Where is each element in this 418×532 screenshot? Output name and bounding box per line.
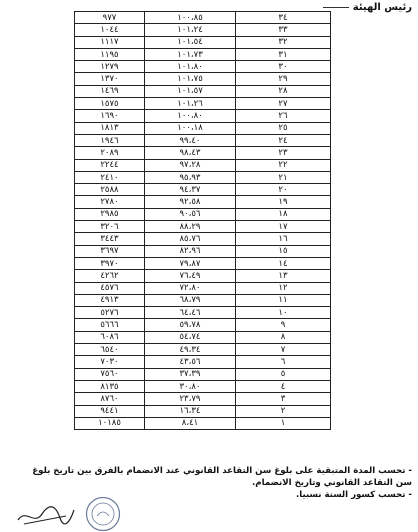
table-row — [75, 282, 331, 294]
cell-months: ٤٥٧٦ — [75, 282, 145, 294]
cell-years: ٢٣ — [236, 147, 331, 159]
cell-factor: ٦٨،٧٩ — [145, 294, 236, 306]
cell-years: ٢٢ — [236, 159, 331, 171]
cell-months: ٣٢٠٦ — [75, 221, 145, 233]
cell-factor: ١٠٠،٨٥ — [145, 12, 236, 24]
cell-months: ١٠١٨٥ — [75, 417, 145, 429]
cell-years: ٢٦ — [236, 110, 331, 122]
cell-years: ٢٥ — [236, 122, 331, 134]
cell-months: ١٠٤٤ — [75, 24, 145, 36]
cell-years: ٣٣ — [236, 24, 331, 36]
cell-months: ٣٤٤٣ — [75, 233, 145, 245]
cell-factor: ٩٥،٩٣ — [145, 171, 236, 183]
table-row — [75, 356, 331, 368]
table-row — [75, 122, 331, 134]
cell-factor: ٦٤،٤٦ — [145, 307, 236, 319]
cell-years: ٢٧ — [236, 98, 331, 110]
table-row — [75, 405, 331, 417]
cell-years: ٤ — [236, 380, 331, 392]
table-row — [75, 184, 331, 196]
cell-months: ٦٠٨٦ — [75, 331, 145, 343]
table-row — [75, 196, 331, 208]
cell-years: ٣٢ — [236, 36, 331, 48]
cell-factor: ٩٠،٥٦ — [145, 208, 236, 220]
note-line: سن التقاعد القانوني وتاريخ الانضمام. — [252, 478, 412, 488]
table-row — [75, 393, 331, 405]
header-rule — [323, 7, 349, 8]
page-header — [319, 2, 412, 13]
cell-months: ٧٠٣٠ — [75, 356, 145, 368]
cell-months: ٤٢٦٢ — [75, 270, 145, 282]
cell-months: ٥٦٦٦ — [75, 319, 145, 331]
cell-years: ١٤ — [236, 257, 331, 269]
cell-factor: ٣٠،٨٠ — [145, 380, 236, 392]
cell-factor: ١٠١،٥٧ — [145, 85, 236, 97]
cell-factor: ١٠١،٢٤ — [145, 24, 236, 36]
cell-years: ٣ — [236, 393, 331, 405]
cell-years: ١٦ — [236, 233, 331, 245]
table-row — [75, 417, 331, 429]
table-row — [75, 147, 331, 159]
actuarial-table — [74, 11, 331, 430]
cell-months: ٩٤٤١ — [75, 405, 145, 417]
table-row — [75, 24, 331, 36]
cell-months: ٣٦٩٧ — [75, 245, 145, 257]
cell-factor: ١٠١،٥٤ — [145, 36, 236, 48]
cell-years: ١٥ — [236, 245, 331, 257]
table-row — [75, 85, 331, 97]
cell-months: ١٤٦٩ — [75, 85, 145, 97]
cell-years: ٨ — [236, 331, 331, 343]
cell-months: ٩٧٧ — [75, 12, 145, 24]
table-row — [75, 380, 331, 392]
cell-years: ٢٤ — [236, 134, 331, 146]
footnotes — [7, 465, 412, 501]
cell-months: ٢٩٨٥ — [75, 208, 145, 220]
cell-factor: ٩٢،٥٨ — [145, 196, 236, 208]
cell-months: ٦٥٤٠ — [75, 344, 145, 356]
cell-months: ٨١٣٥ — [75, 380, 145, 392]
table-row — [75, 98, 331, 110]
cell-factor: ٩٨،٤٣ — [145, 147, 236, 159]
cell-years: ٢٨ — [236, 85, 331, 97]
cell-years: ١٩ — [236, 196, 331, 208]
cell-months: ٢٧٨٠ — [75, 196, 145, 208]
table-row — [75, 368, 331, 380]
cell-years: ٢١ — [236, 171, 331, 183]
table-row — [75, 134, 331, 146]
table-row — [75, 171, 331, 183]
cell-years: ١٣ — [236, 270, 331, 282]
cell-years: ١٨ — [236, 208, 331, 220]
cell-factor: ١٠١،٧٣ — [145, 48, 236, 60]
cell-months: ١٥٧٥ — [75, 98, 145, 110]
header-title: رئيس الهيئة — [352, 2, 412, 13]
cell-years: ٢٩ — [236, 73, 331, 85]
cell-factor: ١٠١،٢٦ — [145, 98, 236, 110]
cell-years: ١٢ — [236, 282, 331, 294]
cell-years: ٦ — [236, 356, 331, 368]
cell-months: ٢٥٨٨ — [75, 184, 145, 196]
table-row — [75, 110, 331, 122]
table-row — [75, 294, 331, 306]
cell-months: ٨٧٦٠ — [75, 393, 145, 405]
cell-factor: ٨٢،٩٦ — [145, 245, 236, 257]
cell-months: ١٢٧٩ — [75, 61, 145, 73]
cell-years: ٧ — [236, 344, 331, 356]
cell-months: ٤٩١٣ — [75, 294, 145, 306]
signature — [16, 500, 76, 528]
table-row — [75, 12, 331, 24]
cell-factor: ٤٩،٣٤ — [145, 344, 236, 356]
cell-months: ٧٥٦٠ — [75, 368, 145, 380]
cell-months: ٢٤١٠ — [75, 171, 145, 183]
cell-months: ٢٢٤٤ — [75, 159, 145, 171]
cell-years: ٥ — [236, 368, 331, 380]
table-row — [75, 73, 331, 85]
cell-factor: ٥٤،٧٤ — [145, 331, 236, 343]
table-row — [75, 270, 331, 282]
cell-years: ٢ — [236, 405, 331, 417]
cell-factor: ٤٣،٥٦ — [145, 356, 236, 368]
cell-factor: ١٠٠،٨٠ — [145, 110, 236, 122]
cell-years: ٣١ — [236, 48, 331, 60]
cell-months: ١٨١٣ — [75, 122, 145, 134]
cell-factor: ٨،٤١ — [145, 417, 236, 429]
cell-factor: ٩٤،٣٧ — [145, 184, 236, 196]
table-row — [75, 245, 331, 257]
cell-years: ٩ — [236, 319, 331, 331]
table-row — [75, 61, 331, 73]
cell-years: ١١ — [236, 294, 331, 306]
table-row — [75, 159, 331, 171]
cell-factor: ١٠١،٨٠ — [145, 61, 236, 73]
table-row — [75, 36, 331, 48]
cell-months: ٥٢٧٦ — [75, 307, 145, 319]
cell-years: ١٧ — [236, 221, 331, 233]
cell-years: ١٠ — [236, 307, 331, 319]
cell-years: ١ — [236, 417, 331, 429]
note-line: - تحسب المدة المتبقية على بلوغ سن التقاعد القانوني عند الانضمام بالفرق بين تاريخ بلوغ — [32, 466, 412, 476]
table-row — [75, 233, 331, 245]
table-row — [75, 208, 331, 220]
official-seal — [85, 496, 121, 532]
cell-factor: ٧٩،٨٧ — [145, 257, 236, 269]
cell-factor: ١٠٠،١٨ — [145, 122, 236, 134]
cell-months: ١٣٧٠ — [75, 73, 145, 85]
cell-months: ١٩٤٦ — [75, 134, 145, 146]
cell-factor: ٨٨،٢٩ — [145, 221, 236, 233]
table-body — [75, 12, 331, 430]
cell-months: ١١٩٥ — [75, 48, 145, 60]
cell-factor: ٢٣،٧٩ — [145, 393, 236, 405]
cell-years: ٢٠ — [236, 184, 331, 196]
cell-years: ٣٤ — [236, 12, 331, 24]
cell-factor: ٨٥،٧٦ — [145, 233, 236, 245]
cell-months: ٣٩٧٠ — [75, 257, 145, 269]
cell-factor: ١٦،٣٤ — [145, 405, 236, 417]
cell-months: ٢٠٨٩ — [75, 147, 145, 159]
cell-factor: ٧٦،٤٩ — [145, 270, 236, 282]
table-row — [75, 48, 331, 60]
cell-factor: ٥٩،٧٨ — [145, 319, 236, 331]
table-row — [75, 221, 331, 233]
cell-factor: ٩٩،٤٠ — [145, 134, 236, 146]
table-row — [75, 319, 331, 331]
cell-factor: ١٠١،٧٥ — [145, 73, 236, 85]
cell-factor: ٩٧،٢٨ — [145, 159, 236, 171]
cell-years: ٣٠ — [236, 61, 331, 73]
cell-factor: ٣٧،٣٩ — [145, 368, 236, 380]
note-line: - تحسب كسور السنة نسبيا. — [296, 490, 412, 500]
table-row — [75, 344, 331, 356]
table-row — [75, 257, 331, 269]
cell-months: ١٦٩٠ — [75, 110, 145, 122]
cell-months: ١١١٧ — [75, 36, 145, 48]
table-row — [75, 307, 331, 319]
table-row — [75, 331, 331, 343]
cell-factor: ٧٢،٨٠ — [145, 282, 236, 294]
